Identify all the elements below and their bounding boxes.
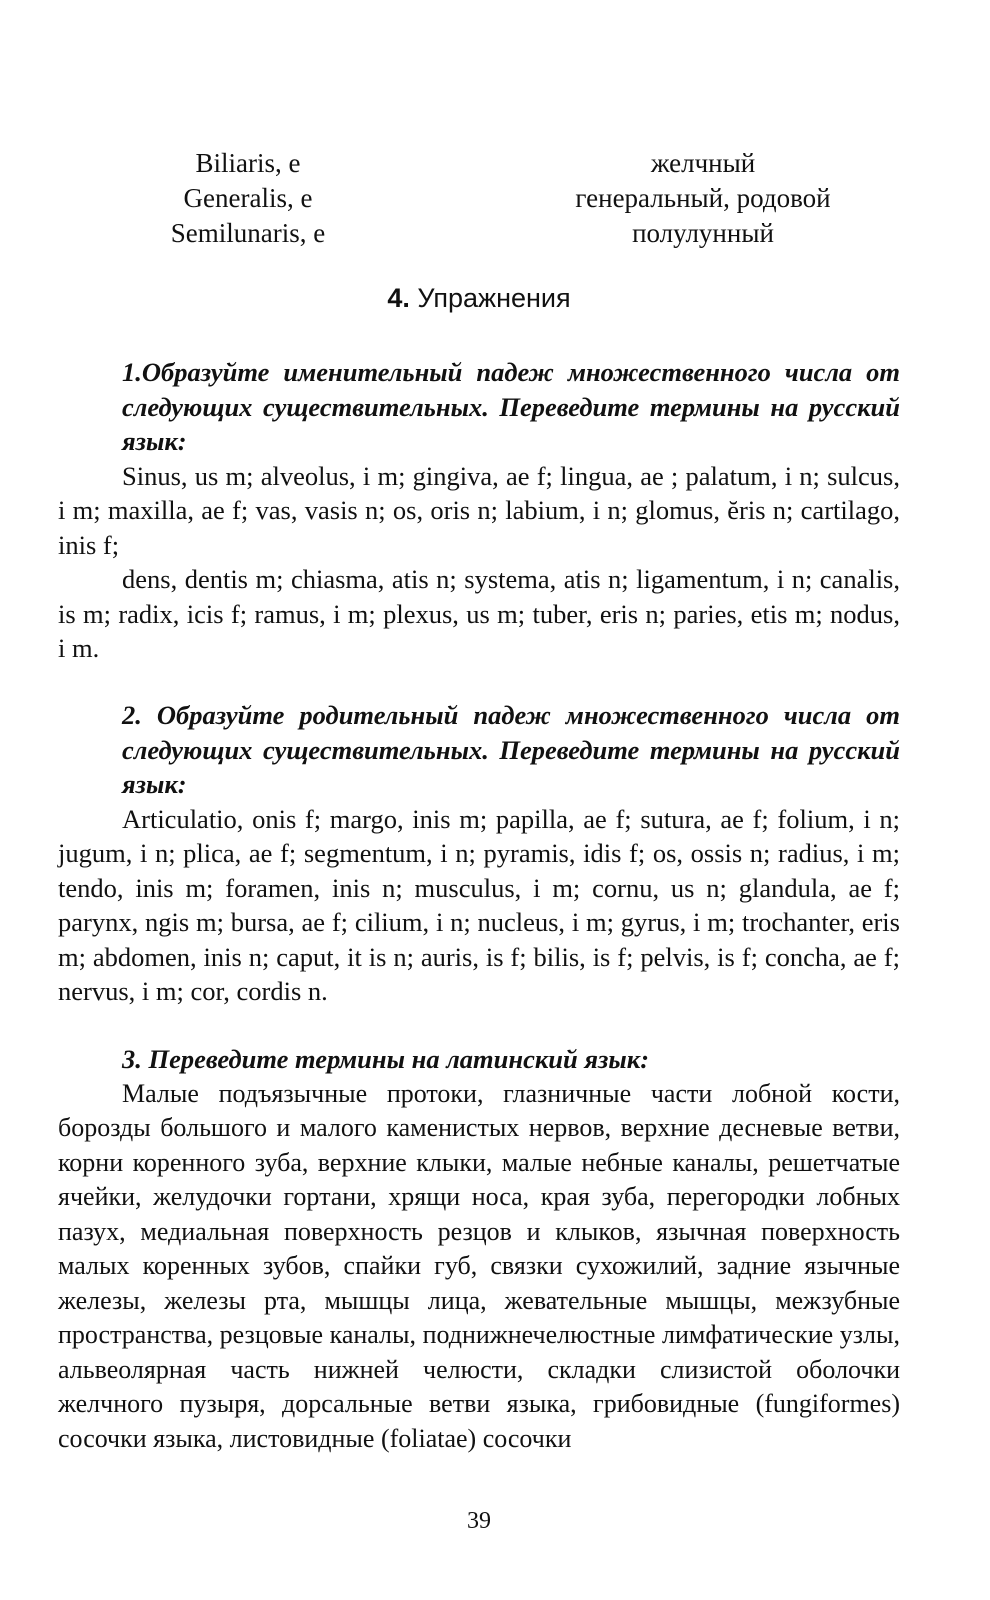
vocabulary-row [58,146,900,181]
russian-translation: желчный [650,148,756,178]
section-title-text: Упражнения [417,283,571,313]
latin-term: Generalis, e [183,183,313,213]
exercise-1 [58,355,900,666]
section-number: 4. [387,283,410,313]
latin-term: Biliaris, e [195,148,301,178]
book-page [58,0,900,1600]
page-number: 39 [467,1508,491,1534]
section-title [58,283,900,314]
russian-translation: полулунный [632,218,774,248]
exercise-paragraph: Малые подъязычные протоки, глазничные части лобной кости, борозды большого и малого каменистых нервов, верхние десневые ветви, корни коренного зуба, верхние клыки, малые небные каналы, решетчатые ячейки, желудочки гортани, хрящи носа, края зуба, перегородки лобных пазух, медиальная поверхность резцов и клыков, язычная поверхность малых коренных зубов, спайки губ, связки сухожилий, задние язычные железы, железы рта, мышцы лица, жевательные мышцы, межзубные пространства, резцовые каналы, поднижнечелюстные лимфатические узлы, альвеолярная часть нижней челюсти, складки слизистой оболочки желчного пузыря, дорсальные ветви языка, грибовидные (fungiformes) сосочки языка, листовидные (foliatae) сосочки [58,1078,900,1453]
exercise-heading: 1.Образуйте именительный падеж множественного числа от следующих существительных. Переведите термины на русский язык: [122,357,900,456]
exercise-3 [58,1042,900,1456]
russian-translation: генеральный, родовой [575,183,831,213]
exercise-2 [58,698,900,1009]
exercise-paragraph: dens, dentis m; chiasma, atis n; systema, atis n; ligamentum, i n; canalis, is m; radix, icis f; ramus, i m; plexus, us m; tuber, eris n; paries, etis m; nodus, i m. [58,564,900,663]
vocabulary-list [58,146,900,251]
exercise-heading: 3. Переведите термины на латинский язык: [122,1044,650,1074]
exercise-paragraph: Articulatio, onis f; margo, inis m; papilla, ae f; sutura, ae f; folium, i n; jugum, i n; plica, ae f; segmentum, i n; pyramis, idis f; os, ossis n; radius, i m; tendo, inis m; foramen, inis n; musculus, i m; cornu, us n; glandula, ae f; parynx, ngis m; bursa, ae f; cilium, i n; nucleus, i m; gyrus, i m; trochanter, eris m; abdomen, inis n; caput, it is n; auris, is f; bilis, is f; pelvis, is f; concha, ae f; nervus, i m; cor, cordis n. [58,803,900,1006]
latin-term: Semilunaris, e [170,218,326,248]
vocabulary-row [58,181,900,216]
exercise-heading: 2. Образуйте родительный падеж множественного числа от следующих существительных. Переведите термины на русский язык: [122,700,900,799]
exercise-paragraph: Sinus, us m; alveolus, i m; gingiva, ae f; lingua, ae ; palatum, i n; sulcus, i m; maxilla, ae f; vas, vasis n; os, oris n; labium, i n; glomus, ĕris n; cartilago, inis f; [58,460,900,560]
vocabulary-row [58,216,900,251]
